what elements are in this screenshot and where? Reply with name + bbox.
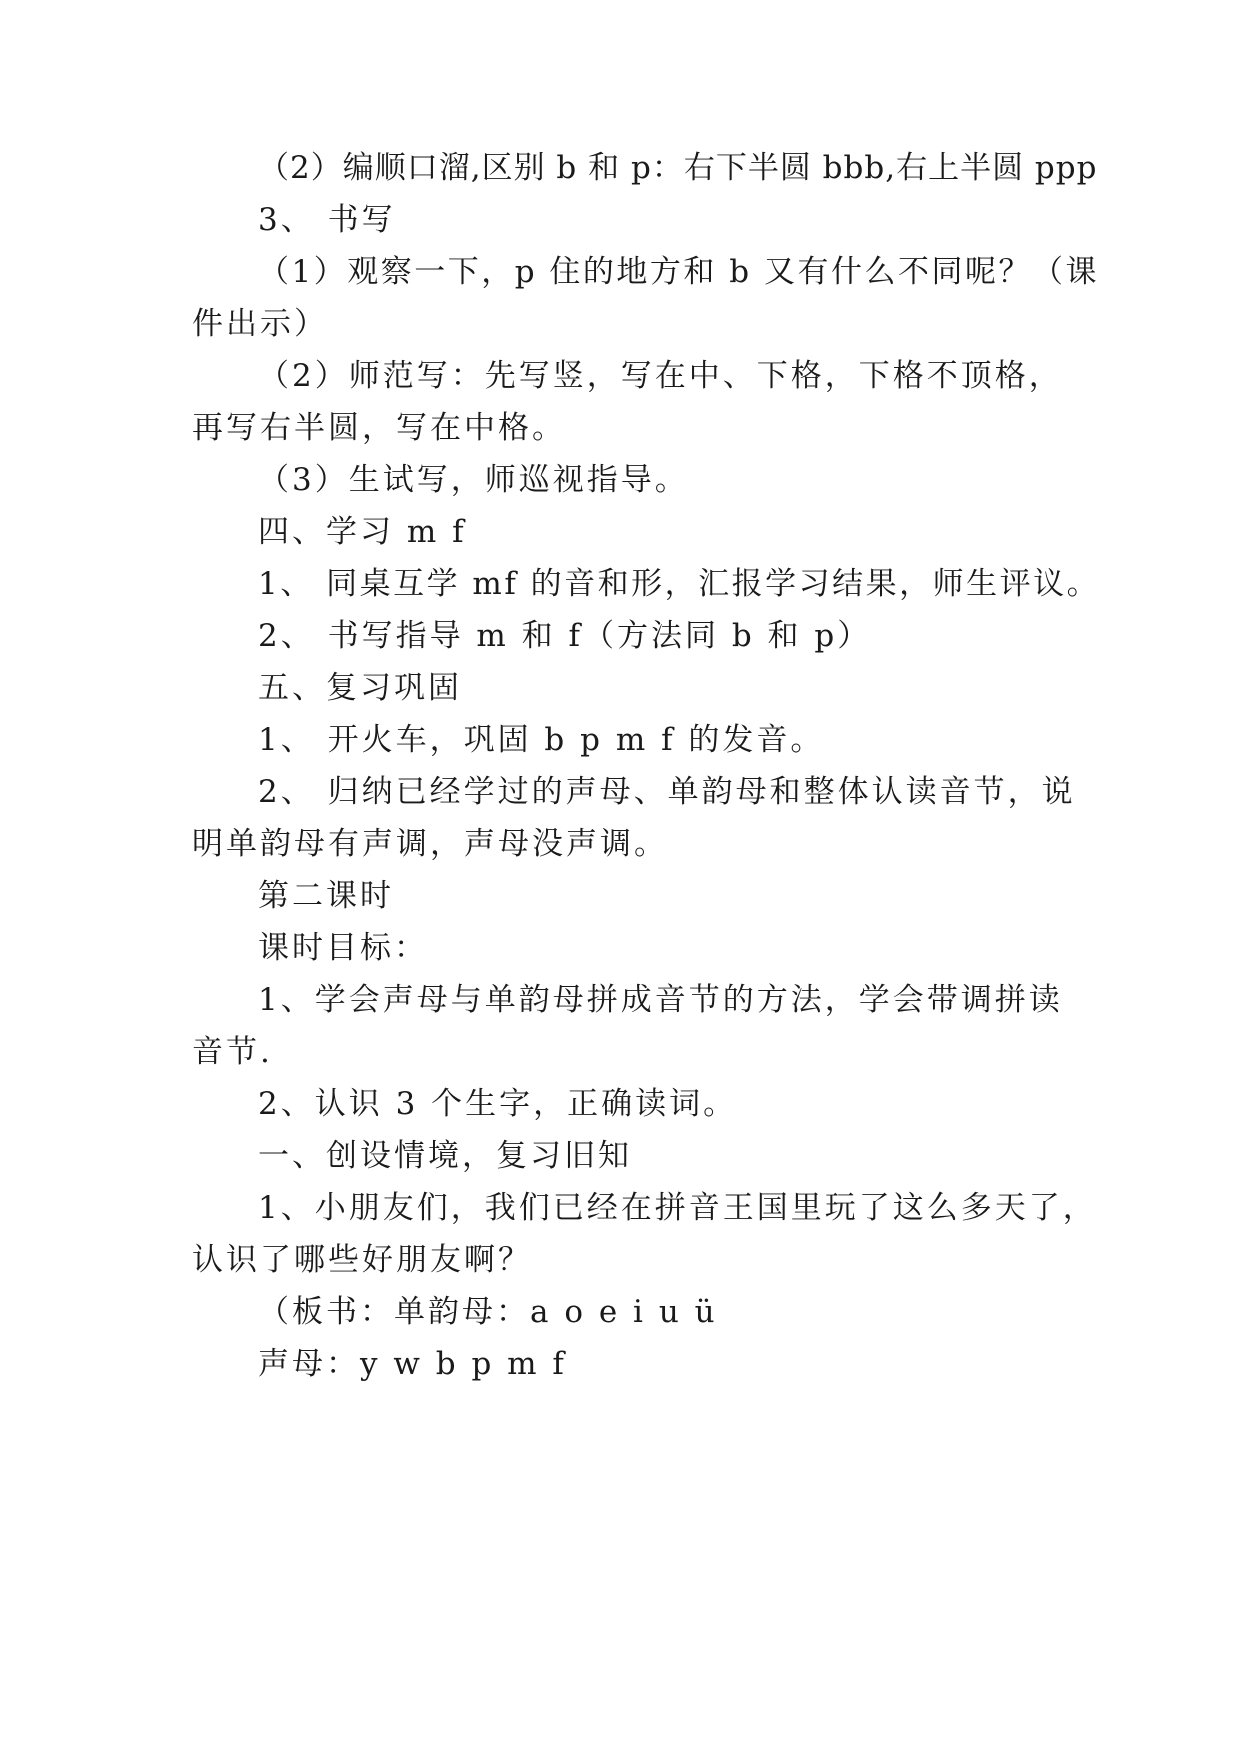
paragraph-line: （板书：单韵母：a o e i u ü: [258, 1294, 718, 1330]
paragraph-line: 课时目标：: [258, 930, 428, 966]
paragraph-line: 1、小朋友们，我们已经在拼音王国里玩了这么多天了，: [258, 1190, 1097, 1226]
paragraph-line: 2、认识 3 个生字，正确读词。: [258, 1086, 738, 1122]
paragraph-line: （1）观察一下，p 住的地方和 b 又有什么不同呢？（课: [258, 254, 1099, 290]
paragraph-line: 五、复习巩固: [258, 670, 462, 706]
paragraph-line: 2、 归纳已经学过的声母、单韵母和整体认读音节，说: [258, 774, 1076, 810]
paragraph-line: 1、 开火车，巩固 b p m f 的发音。: [258, 722, 825, 758]
paragraph-line: 3、 书写: [258, 202, 396, 238]
paragraph-line: 再写右半圆，写在中格。: [192, 410, 566, 446]
paragraph-line: 音节.: [192, 1034, 273, 1070]
paragraph-line: 一、创设情境，复习旧知: [258, 1138, 632, 1174]
paragraph-line: 明单韵母有声调，声母没声调。: [192, 826, 668, 862]
paragraph-line: 1、学会声母与单韵母拼成音节的方法，学会带调拼读: [258, 982, 1063, 1018]
paragraph-line: 1、 同桌互学 mf 的音和形，汇报学习结果，师生评议。: [258, 566, 1101, 602]
paragraph-line: 第二课时: [258, 878, 394, 914]
paragraph-line: （2）编顺口溜,区别 b 和 p：右下半圆 bbb,右上半圆 ppp: [258, 150, 1098, 186]
paragraph-line: 件出示）: [192, 306, 328, 342]
paragraph-line: 声母：y w b p m f: [258, 1346, 567, 1382]
paragraph-line: （2）师范写：先写竖，写在中、下格，下格不顶格，: [258, 358, 1063, 394]
paragraph-line: 2、 书写指导 m 和 f（方法同 b 和 p）: [258, 618, 872, 654]
paragraph-line: （3）生试写，师巡视指导。: [258, 462, 689, 498]
paragraph-line: 认识了哪些好朋友啊？: [192, 1242, 532, 1278]
paragraph-line: 四、学习 m f: [258, 514, 467, 550]
